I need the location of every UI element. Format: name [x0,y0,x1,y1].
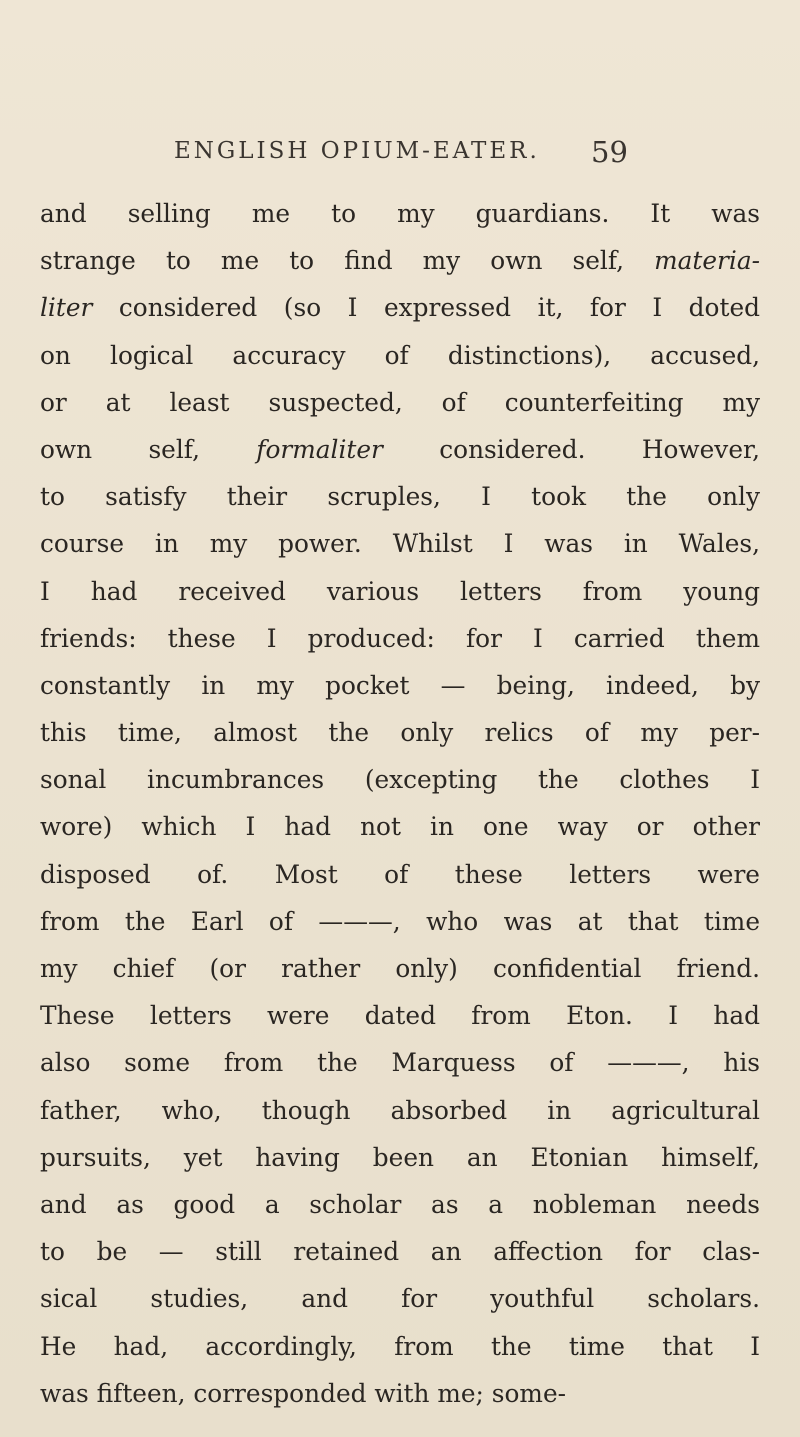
text-line: also some from the Marquess of ———, his [40,1048,760,1078]
text-line: sonal incumbrances (excepting the clothes I [40,765,760,795]
running-title: ENGLISH OPIUM-EATER. [174,138,540,164]
text-line: disposed of. Most of these letters were [40,859,760,889]
text-line: and as good a scholar as a nobleman needs [40,1189,760,1219]
text-line: friends: these I produced: for I carried them [40,623,760,653]
text-line: I had received various letters from young [40,576,760,606]
text-line: own self, formaliter considered. However, [40,434,760,464]
text-line: was fifteen, corresponded with me; some- [40,1378,567,1408]
running-head [0,135,800,178]
text-line: constantly in my pocket — being, indeed, by [40,670,760,700]
text-line: strange to me to find my own self, materia- [40,246,760,276]
text-line: sical studies, and for youthful scholars. [40,1284,760,1314]
text-line: to be — still retained an affection for clas- [40,1237,760,1267]
text-line: These letters were dated from Eton. I had [40,1001,760,1031]
text-line: father, who, though absorbed in agricultural [40,1095,760,1125]
page-number: 59 [591,135,628,169]
text-line: or at least suspected, of counterfeiting my [40,387,760,417]
text-line: on logical accuracy of distinctions), accused, [40,340,760,370]
text-line: my chief (or rather only) confidential friend. [40,954,760,983]
text-line: He had, accordingly, from the time that I [40,1331,760,1361]
text-line: and selling me to my guardians. It was [40,199,760,228]
text-line: liter considered (so I expressed it, for I doted [40,293,760,323]
body-text [40,190,760,1417]
text-line: wore) which I had not in one way or other [40,812,760,842]
text-line: this time, almost the only relics of my per- [40,718,760,748]
text-line: course in my power. Whilst I was in Wales, [40,529,760,559]
text-line: to satisfy their scruples, I took the only [40,482,760,512]
text-line: from the Earl of ———, who was at that time [40,906,760,936]
text-line: pursuits, yet having been an Etonian himself, [40,1142,760,1172]
